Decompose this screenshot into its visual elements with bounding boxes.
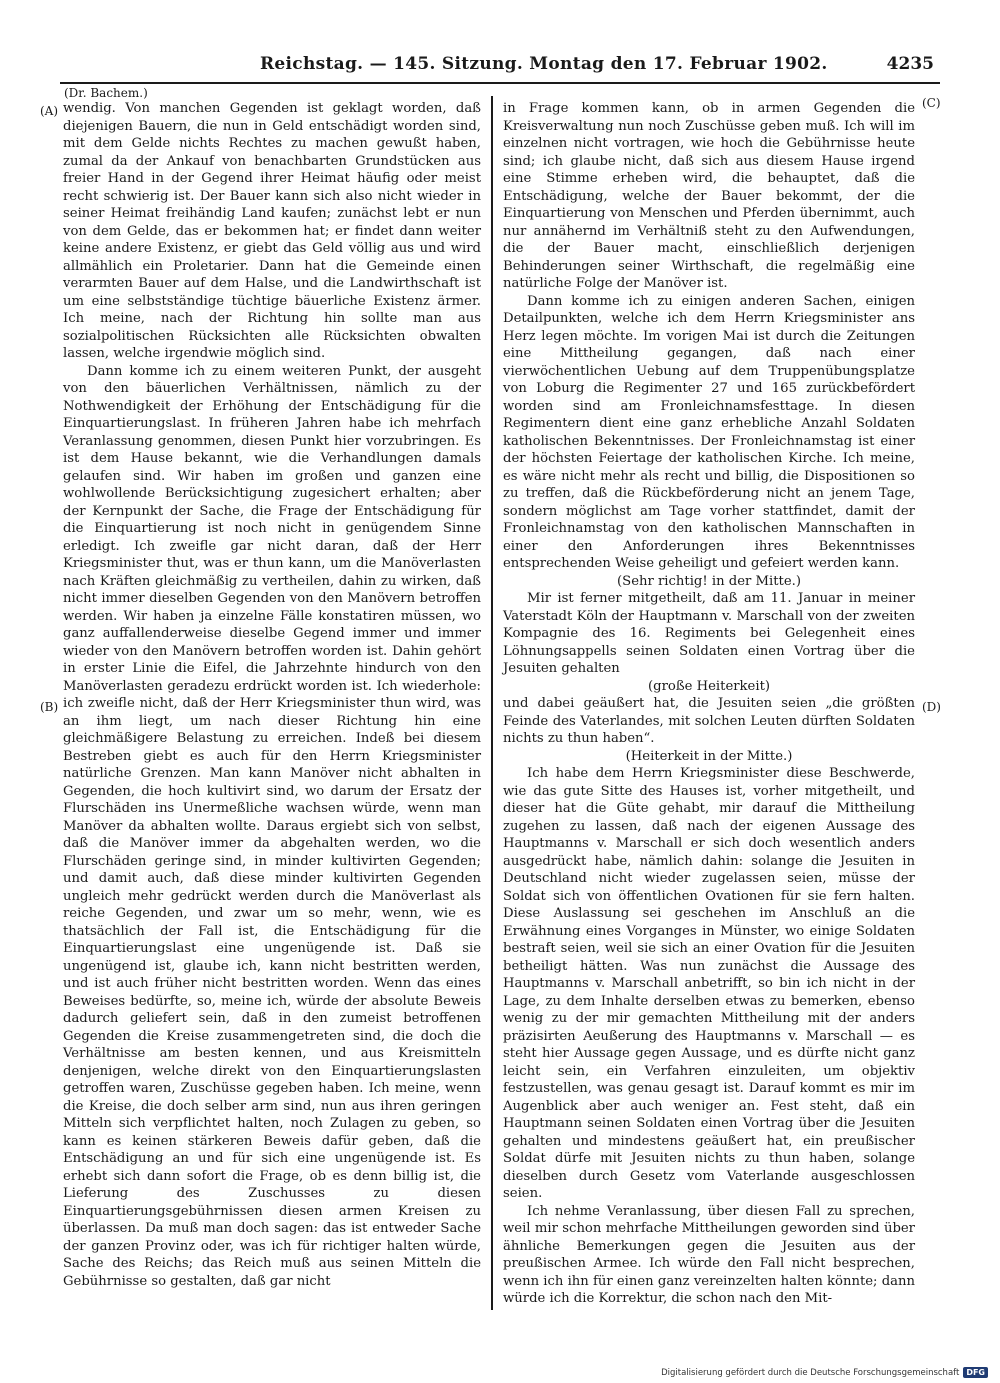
margin-marker-c: (C) <box>922 96 941 110</box>
footer-text: Digitalisierung gefördert durch die Deutsche Forschungsgemeinschaft <box>661 1367 960 1378</box>
interjection: (große Heiterkeit) <box>647 678 771 694</box>
paragraph: Dann komme ich zu einem weiteren Punkt, der ausgeht von den bäuerlichen Verhältnissen, nämlich zu der Nothwendigkeit der Erhöhung der Entschädigung für die Einquartierungslast. In früheren Jahren habe ich mehrfach Veranlassung genommen, diesen Punkt hier vorzubringen. Es ist dem Hause bekannt, wie die Verhandlungen damals gelaufen sind. Wir haben im großen und ganzen eine wohlwollende Berücksichtigung zugesichert erhalten; aber der Kernpunkt der Sache, die Frage der Entschädigung für die Einquartierung ist noch nicht in genügendem Sinne erledigt. Ich zweifle gar nicht daran, daß der Herr Kriegsminister thut, was er thun kann, um die Manöverlasten nach Kräften gleichmäßig zu vertheilen, dahin zu wirken, daß nicht immer dieselben Gegenden von den Manövern betroffen werden. Wir haben ja einzelne Fälle konstatiren müssen, wo ganz auffallenderweise dieselbe Gegend immer und immer wieder von den Manövern betroffen worden ist. Dahin gehört in erster Linie die Eifel, die Jahrzehnte hindurch von den Manöverlasten geradezu erdrückt worden ist. Ich wiederhole: ich zweifle nicht, daß der Herr Kriegsminister thun wird, was an ihm liegt, um nach dieser Richtung hin eine gleichmäßigere Belastung zu erreichen. Indeß bei diesem Bestreben giebt es auch für den Herrn Kriegsminister natürliche Grenzen. Man kann Manöver nicht abhalten in Gegenden, die hoch kultivirt sind, wo darum der Ersatz der Flurschäden ins Unermeßliche wachsen würde, wenn man Manöver da abhalten wollte. Daraus ergiebt sich von selbst, daß die Manöver immer da abgehalten werden, wo die Flurschäden geringe sind, in minder kultivirten Gegenden; und damit auch, daß diese minder kultivirten Gegenden ungleich mehr gedrückt werden durch die Manöverlast als reiche Gegenden, und zwar um so mehr, wenn, wie es thatsächlich der Fall ist, die Entschädigung für die Einquartierungslast eine ungenügende ist. Daß sie ungenügend ist, glaube ich, kann nicht bestritten werden, und ist auch früher nicht bestritten worden. Wenn das eines Beweises bedürfte, so, meine ich, würde der absolute Beweis dadurch geliefert sein, daß in den zumeist betroffenen Gegenden die Kreise zusammengetreten sind, die doch die Verhältnisse am besten kennen, und aus Kreismitteln denjenigen, welche direkt von den Einquartierungslasten getroffen waren, Zuschüsse gegeben haben. Ich meine, wenn die Kreise, die doch selber arm sind, nun aus ihren geringen Mitteln sich verpflichtet halten, noch Zulagen zu geben, so kann es keinen stärkeren Beweis dafür geben, daß die Entschädigung an und für sich eine ungenügende ist. Es erhebt sich dann sofort die Frage, ob es denn billig ist, die Lieferung des Zuschusses zu diesen Einquartierungsgebührnissen diesen armen Kreisen zu überlassen. Da muß man doch sagen: das ist entweder Sache der ganzen Provinz oder, was ich für richtiger halten würde, Sache des Reichs; das Reich muß aus seinen Mitteln die Gebührnisse so gestalten, daß gar nicht <box>63 363 481 1289</box>
page-header <box>60 52 940 84</box>
speaker-label: (Dr. Bachem.) <box>64 86 148 100</box>
paragraph: Ich habe dem Herrn Kriegsminister diese Beschwerde, wie das gute Sitte des Hauses ist, vorher mitgetheilt, und dieser hat die Güte gehabt, mir darauf die Mittheilung zugehen zu lassen, daß nach der eigenen Aussage des Hauptmanns v. Marschall er sich doch wesentlich anders ausgedrückt habe, nämlich dahin: solange die Jesuiten in Deutschland nicht wieder zugelassen seien, müsse der Soldat sich von öffentlichen Ovationen für sie fern halten. Diese Auslassung sei geschehen im Anschluß an die Erwähnung eines Vorganges in Münster, wo einige Soldaten bestraft seien, weil sie sich an einer Ovation für die Jesuiten betheiligt hätten. Was nun zunächst die Aussage des Hauptmanns v. Marschall anbetrifft, so bin ich nicht in der Lage, zu dem Inhalte derselben etwas zu bemerken, ebenso wenig zu der mir gemachten Mittheilung mit der anders präzisirten Aeußerung des Hauptmanns v. Marschall — es steht hier Aussage gegen Aussage, und es dürfte nicht ganz leicht sein, ein Verfahren einzuleiten, um objektiv festzustellen, was genau gesagt ist. Darauf kommt es mir im Augenblick aber auch weniger an. Fest steht, daß ein Hauptmann seinen Soldaten einen Vortrag über die Jesuiten gehalten und mindestens geäußert hat, ein preußischer Soldat dürfe mit Jesuiten nichts zu thun haben, solange dieselben durch Gesetz vom Vaterlande ausgeschlossen seien. <box>503 766 915 1201</box>
page-title: Reichstag. — 145. Sitzung. Montag den 17. Februar 1902. <box>260 54 828 74</box>
left-column <box>63 100 481 1290</box>
paragraph: in Frage kommen kann, ob in armen Gegenden die Kreisverwaltung nun noch Zuschüsse geben muß. Ich will im einzelnen nicht vortragen, wie hoch die Gebührnisse heute sind; ich glaube nicht, daß sich aus diesem Hause irgend eine Stimme erheben wird, die behauptet, daß die Entschädigung, welche der Bauer bekommt, der die Einquartierung von Menschen und Pferden übernimmt, auch nur annähernd im Verhältniß steht zu den Aufwendungen, die der Bauer macht, einschließlich derjenigen Behinderungen seiner Wirthschaft, die regelmäßig eine natürliche Folge der Manöver ist. <box>503 101 915 291</box>
dfg-logo: DFG <box>963 1367 988 1378</box>
right-column <box>503 100 915 1308</box>
margin-marker-d: (D) <box>922 700 941 714</box>
interjection: (Heiterkeit in der Mitte.) <box>625 748 793 764</box>
interjection: (Sehr richtig! in der Mitte.) <box>617 573 801 589</box>
margin-marker-a: (A) <box>40 104 59 118</box>
paragraph: wendig. Von manchen Gegenden ist geklagt worden, daß diejenigen Bauern, die nun in Geld entschädigt worden sind, mit dem Gelde nichts Rechtes zu machen gewußt haben, zumal da der Ankauf von benachbarten Grundstücken aus freier Hand in der Gegend ihrer Heimat häufig oder meist recht schwierig ist. Der Bauer kann sich also nicht wieder in seiner Heimat freihändig Land kaufen; zunächst lebt er nun von dem Gelde, das er bekommen hat; er findet dann weiter keine andere Existenz, er giebt das Geld völlig aus und wird allmählich ein Proletarier. Dann hat die Gemeinde einen verarmten Bauer auf dem Halse, und die Landwirthschaft ist um eine selbstständige tüchtige bäuerliche Existenz ärmer. Ich meine, nach der Richtung hin sollte man aus sozialpolitischen Rücksichten alle Rücksichten obwalten lassen, welche irgendwie möglich sind. <box>63 101 481 361</box>
paragraph: Mir ist ferner mitgetheilt, daß am 11. Januar in meiner Vaterstadt Köln der Hauptmann v. Marschall von der zweiten Kompagnie des 16. Regiments bei Gelegenheit eines Löhnungsappells seinen Soldaten einen Vortrag über die Jesuiten gehalten <box>503 591 915 676</box>
paragraph: und dabei geäußert hat, die Jesuiten seien „die größten Feinde des Vaterlandes, mit solchen Leuten dürften Soldaten nichts zu thun haben“. <box>503 696 915 746</box>
paragraph: Dann komme ich zu einigen anderen Sachen, einigen Detailpunkten, welche ich dem Herrn Kriegsminister ans Herz legen möchte. Im vorigen Mai ist durch die Zeitungen eine Mittheilung gegangen, daß nach einer vierwöchentlichen Uebung auf dem Truppenübungsplatze von Loburg die Regimenter 27 und 165 zurückbefördert worden sind am Fronleichnamsfesttage. In diesen Regimentern dient eine ganz erhebliche Anzahl Soldaten katholischen Bekenntnisses. Der Fronleichnamstag ist einer der höchsten Feiertage der katholischen Kirche. Ich meine, es wäre nicht mehr als recht und billig, die Dispositionen so zu treffen, daß die Rückbeförderung nicht an jenem Tage, sondern möglichst am Tage vorher stattfindet, damit der Fronleichnamstag von den katholischen Mannschaften in einer den Anforderungen ihres Bekenntnisses entsprechenden Weise geheiligt und gefeiert werden kann. <box>503 293 915 571</box>
footer <box>661 1367 988 1378</box>
page-number: 4235 <box>886 54 934 74</box>
paragraph: Ich nehme Veranlassung, über diesen Fall zu sprechen, weil mir schon mehrfache Mittheilungen geworden sind über ähnliche Bemerkungen gegen die Jesuiten aus der preußischen Armee. Ich würde den Fall nicht besprechen, wenn ich ihn für einen ganz vereinzelten halten könnte; dann würde ich die Korrektur, die schon nach den Mit- <box>503 1203 915 1306</box>
column-divider <box>491 96 493 1310</box>
margin-marker-b: (B) <box>40 700 59 714</box>
